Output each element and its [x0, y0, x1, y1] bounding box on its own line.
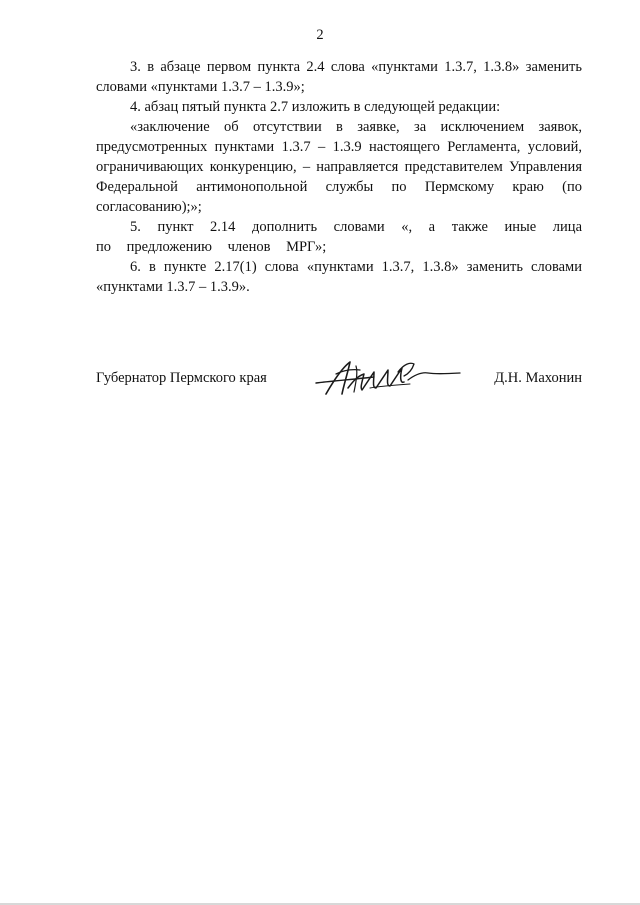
- signature-block: [96, 358, 582, 402]
- page-number: 2: [316, 27, 324, 43]
- signer-title: Губернатор Пермского края: [96, 370, 267, 386]
- amendment-quote: «заключение об отсутствии в заявке, за исключением заявок, предусмотренных пунктами 1.3.7 – 1.3.9 настоящего Регламента, условий, ограничивающих конкуренцию, – направляется представителем Управления Федеральной антимонопольной службы по Пермскому краю (по согласованию);»;: [96, 119, 582, 215]
- document-body: [96, 57, 582, 297]
- signer-name: Д.Н. Махонин: [494, 370, 582, 386]
- handwritten-signature: [312, 358, 462, 400]
- amendment-item-6: 6. в пункте 2.17(1) слова «пунктами 1.3.7, 1.3.8» заменить словами «пунктами 1.3.7 – 1.3.9».: [96, 259, 582, 295]
- amendment-item-3: 3. в абзаце первом пункта 2.4 слова «пунктами 1.3.7, 1.3.8» заменить словами «пунктами 1.3.7 – 1.3.9»;: [96, 59, 582, 95]
- amendment-item-4: 4. абзац пятый пункта 2.7 изложить в следующей редакции:: [130, 99, 501, 115]
- amendment-item-5: 5. пункт 2.14 дополнить словами «, а также иные лица по предложению членов МРГ»;: [96, 219, 582, 255]
